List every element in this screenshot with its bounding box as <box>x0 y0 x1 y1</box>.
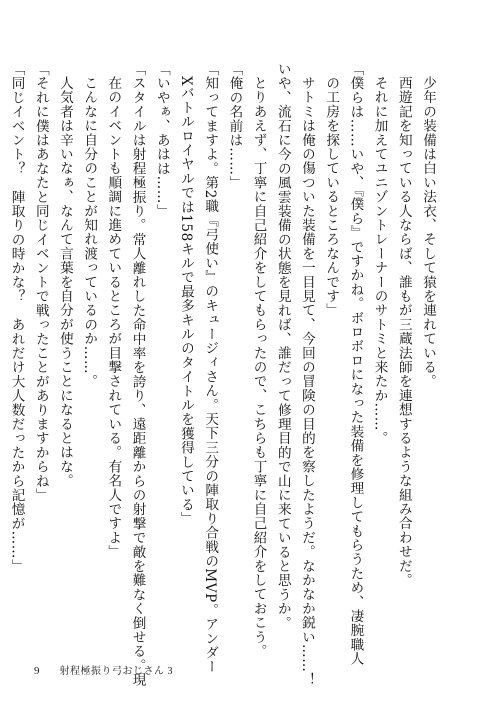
text-line: 「知ってますよ。第2職『弓使い』のキュージィさん。天下三分の陣取り合戦のMVP。アンダー <box>202 62 219 674</box>
text-line: 少年の装備は白い法衣、そして猿を連れている。 <box>420 75 436 388</box>
text-line: 「いやぁ、あはは……」 <box>153 62 170 219</box>
text-line: こんなに自分のことが知れ渡っているのか……。 <box>81 75 98 388</box>
book-title: 射程極振り弓おじさん 3 <box>59 666 173 677</box>
text-line: サトミは俺の傷ついた装備を一目見て、今回の冒険の目的を察したようだ。なかなか鋭い……！ <box>298 75 315 687</box>
text-line: の工房を探しているところなんです」 <box>323 75 340 317</box>
text-line: 「俺の名前は……」 <box>226 62 243 190</box>
text-line: Xバトルロイヤルでは158キルで最多キルのタイトルを獲得している」 <box>177 75 194 526</box>
text-line: それに加えてユニゾントレーナーのサトミと来たか……。 <box>371 75 388 445</box>
text-line: 「僕らは……いや、『僕ら』ですかね。ボロボロになった装備を修理してもらうため、凄腕職人 <box>347 62 364 666</box>
page-footer <box>34 662 173 677</box>
page-number: 9 <box>34 665 40 677</box>
text-line: 在のイベントも順調に進めているところが目撃されている。有名人ですよ」 <box>105 75 122 559</box>
text-line: 「それに僕はあなたと同じイベントで戦ったことがありますからね」 <box>32 62 49 503</box>
text-line: 「スタイルは射程極振り。常人離れした命中率を誇り、遠距離からの射撃で敵を難なく倒せる。現 <box>129 62 146 687</box>
text-line: 西遊記を知っている人ならば、誰もが三蔵法師を連想するような組み合わせだ。 <box>395 75 412 587</box>
text-line: とりあえず、丁寧に自己紹介をしてもらったので、こちらも丁寧に自己紹介をしておこう。 <box>250 75 267 658</box>
text-line: いや、流石に今の風雲装備の状態を見れば、誰だって修理目的で山に来ていると思うか。 <box>274 62 291 630</box>
text-line: 人気者は辛いなぁ、なんて言葉を自分が使うことになるとはな。 <box>56 75 73 488</box>
text-line: 「同じイベント？ 陣取りの時かな？ あれだけ大人数だったから記憶が……」 <box>8 62 25 574</box>
